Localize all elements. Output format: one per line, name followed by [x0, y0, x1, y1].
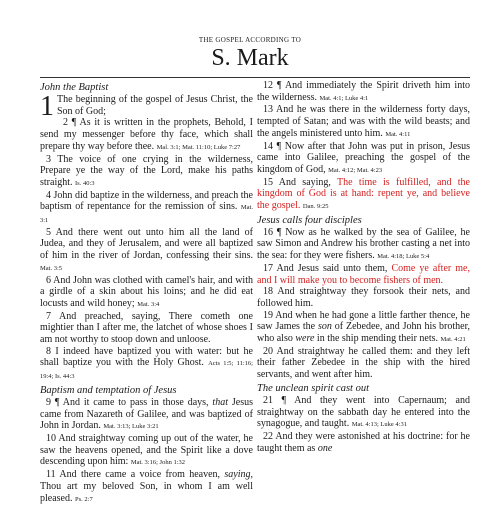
verse-text: 20 And straightway he called them: and they left their father Zebedee in the ship with the hired servants, and went after him.	[257, 345, 470, 381]
cross-reference: Mat. 3:16; John 1:32	[130, 459, 185, 467]
italic-word: one	[317, 442, 333, 454]
words-of-jesus: The time is fulfilled, and the kingdom of God is at hand: repent ye, and believe the gospel.	[257, 176, 470, 212]
verse-text: , Thou art my beloved Son, in whom I am well pleased.	[40, 469, 253, 504]
verse	[257, 346, 470, 381]
chapter-number: 1	[40, 91, 54, 122]
verse	[40, 275, 253, 311]
section-heading: John the Baptist	[40, 82, 109, 93]
verse-text: 18 And straightway they forsook their nets, and followed him.	[257, 286, 470, 309]
verse	[40, 91, 253, 122]
cross-reference: Dan. 9:25	[302, 203, 329, 211]
verse-text: 7 And preached, saying, There cometh one mightier than I after me, the latchet of whose shoes I am not worthy to stoop down and unloose.	[40, 310, 253, 346]
cross-reference: Mal. 3:1; Mat. 11:10; Luke 7:27	[156, 143, 241, 151]
cross-reference: Mat. 4:21	[440, 336, 466, 344]
section-heading: Baptism and temptation of Jesus	[40, 384, 177, 396]
verse	[257, 310, 470, 346]
verse-text: 5 And there went out unto him all the land of Judea, and they of Jerusalem, and were all baptized of him in the river of Jordan, confessing their sins.	[40, 226, 253, 262]
verse	[40, 311, 253, 346]
section-heading: The unclean spirit cast out	[257, 382, 369, 394]
verse	[257, 227, 470, 263]
verse	[257, 80, 470, 104]
cross-reference: Mat. 3:5	[40, 264, 63, 272]
verse-text: 2 ¶ As it is written in the prophets, Behold, I send my messenger before thy face, which shall prepare thy way before thee.	[40, 117, 253, 152]
cross-reference: Mat. 3:1	[40, 204, 253, 225]
verse-text: in the ship mending their nets.	[314, 333, 441, 345]
cross-reference: Mat. 4:1; Luke 4:1	[319, 94, 369, 102]
verse	[40, 117, 253, 153]
cross-reference: Mat. 4:13; Luke 4:31	[351, 421, 407, 429]
cross-reference: Mat. 3:4	[137, 300, 160, 308]
verse-text: 21 ¶ And they went into Capernaum; and straightway on the sabbath day he entered into the synagogue, and taught.	[257, 394, 470, 430]
verse-text: 17 And Jesus said unto them,	[263, 262, 392, 274]
left-column	[40, 80, 253, 504]
italic-word: saying	[224, 469, 251, 481]
italic-word: son	[317, 321, 332, 333]
cross-reference: Mat. 4:12; Mat. 4:23	[328, 166, 383, 174]
verse-text: 16 ¶ Now as he walked by the sea of Galilee, he saw Simon and Andrew his brother casting a net into the sea: for they were fishers.	[257, 226, 470, 262]
verse-text: 15 And saying,	[263, 176, 338, 188]
verse-text: 19 And when he had gone a little farther thence, he saw James the	[257, 309, 470, 333]
verse-text: 6 And John was clothed with camel's hair, and with a girdle of a skin about his loins; and he did eat locusts and wild honey;	[40, 274, 253, 309]
verse-text: 14 ¶ Now after that John was put in prison, Jesus came into Galilee, preaching the gospel of the kingdom of God,	[257, 140, 470, 175]
verse	[257, 395, 470, 431]
cross-reference: Is. 40:3	[75, 179, 95, 187]
words-of-jesus: Come ye after me, and I will make you to become fishers of men.	[257, 262, 470, 286]
verse-text: 22 And they were astonished at his doctrine: for he taught them as	[257, 430, 470, 454]
header-rule	[40, 77, 470, 78]
section-heading: Jesus calls four disciples	[257, 214, 362, 226]
verse	[257, 177, 470, 213]
verse	[40, 397, 253, 433]
verse-text: 11 And there came a voice from heaven,	[46, 469, 225, 481]
verse-text: 3 The voice of one crying in the wilderness, Prepare ye the way of the Lord, make his paths straight.	[40, 153, 253, 188]
verse-text: The beginning of the gospel of Jesus Christ, the Son of God;	[57, 94, 253, 117]
text-columns	[40, 80, 470, 504]
cross-reference: Acts 1:5; 11:16; 19:4; Is. 44:3	[40, 360, 253, 381]
verse-text: of Zebedee, and John his brother, who also	[257, 321, 470, 345]
verse	[257, 263, 470, 286]
verse	[40, 433, 253, 469]
verse	[257, 141, 470, 177]
cross-reference: Mat. 4:11	[385, 130, 411, 138]
verse-text: Jesus came from Nazareth of Galilee, and was baptized of John in Jordan.	[40, 396, 253, 432]
book-title: S. Mark	[211, 45, 289, 71]
right-column	[257, 80, 470, 500]
verse-text: 9 ¶ And it came to pass in those days,	[46, 396, 213, 408]
cross-reference: Ps. 2:7	[75, 495, 93, 503]
verse	[257, 286, 470, 309]
cross-reference: Mat. 4:18; Luke 5:4	[377, 253, 430, 261]
gospel-subtitle: THE GOSPEL ACCORDING TO	[198, 36, 302, 44]
verse	[40, 190, 253, 227]
verse	[40, 346, 253, 383]
cross-reference: Mat. 3:13; Luke 3:21	[103, 423, 159, 431]
verse-text: 4 John did baptize in the wilderness, and preach the baptism of repentance for the remission of sins.	[40, 189, 253, 213]
italic-word: were	[295, 333, 315, 345]
verse-text: 10 And straightway coming up out of the water, he saw the heavens opened, and the Spirit like a dove descending upon him:	[40, 432, 253, 468]
verse	[40, 227, 253, 275]
verse-text: 12 ¶ And immediately the Spirit driveth him into the wilderness.	[257, 80, 470, 103]
verse	[257, 104, 470, 140]
verse	[40, 154, 253, 190]
verse-text: 8 I indeed have baptized you with water: but he shall baptize you with the Holy Ghost.	[40, 345, 253, 369]
italic-word: that	[212, 396, 228, 408]
verse-text: 13 And he was there in the wilderness forty days, tempted of Satan; and was with the wild beasts; and the angels ministered unto him.	[257, 104, 470, 139]
verse	[257, 431, 470, 454]
